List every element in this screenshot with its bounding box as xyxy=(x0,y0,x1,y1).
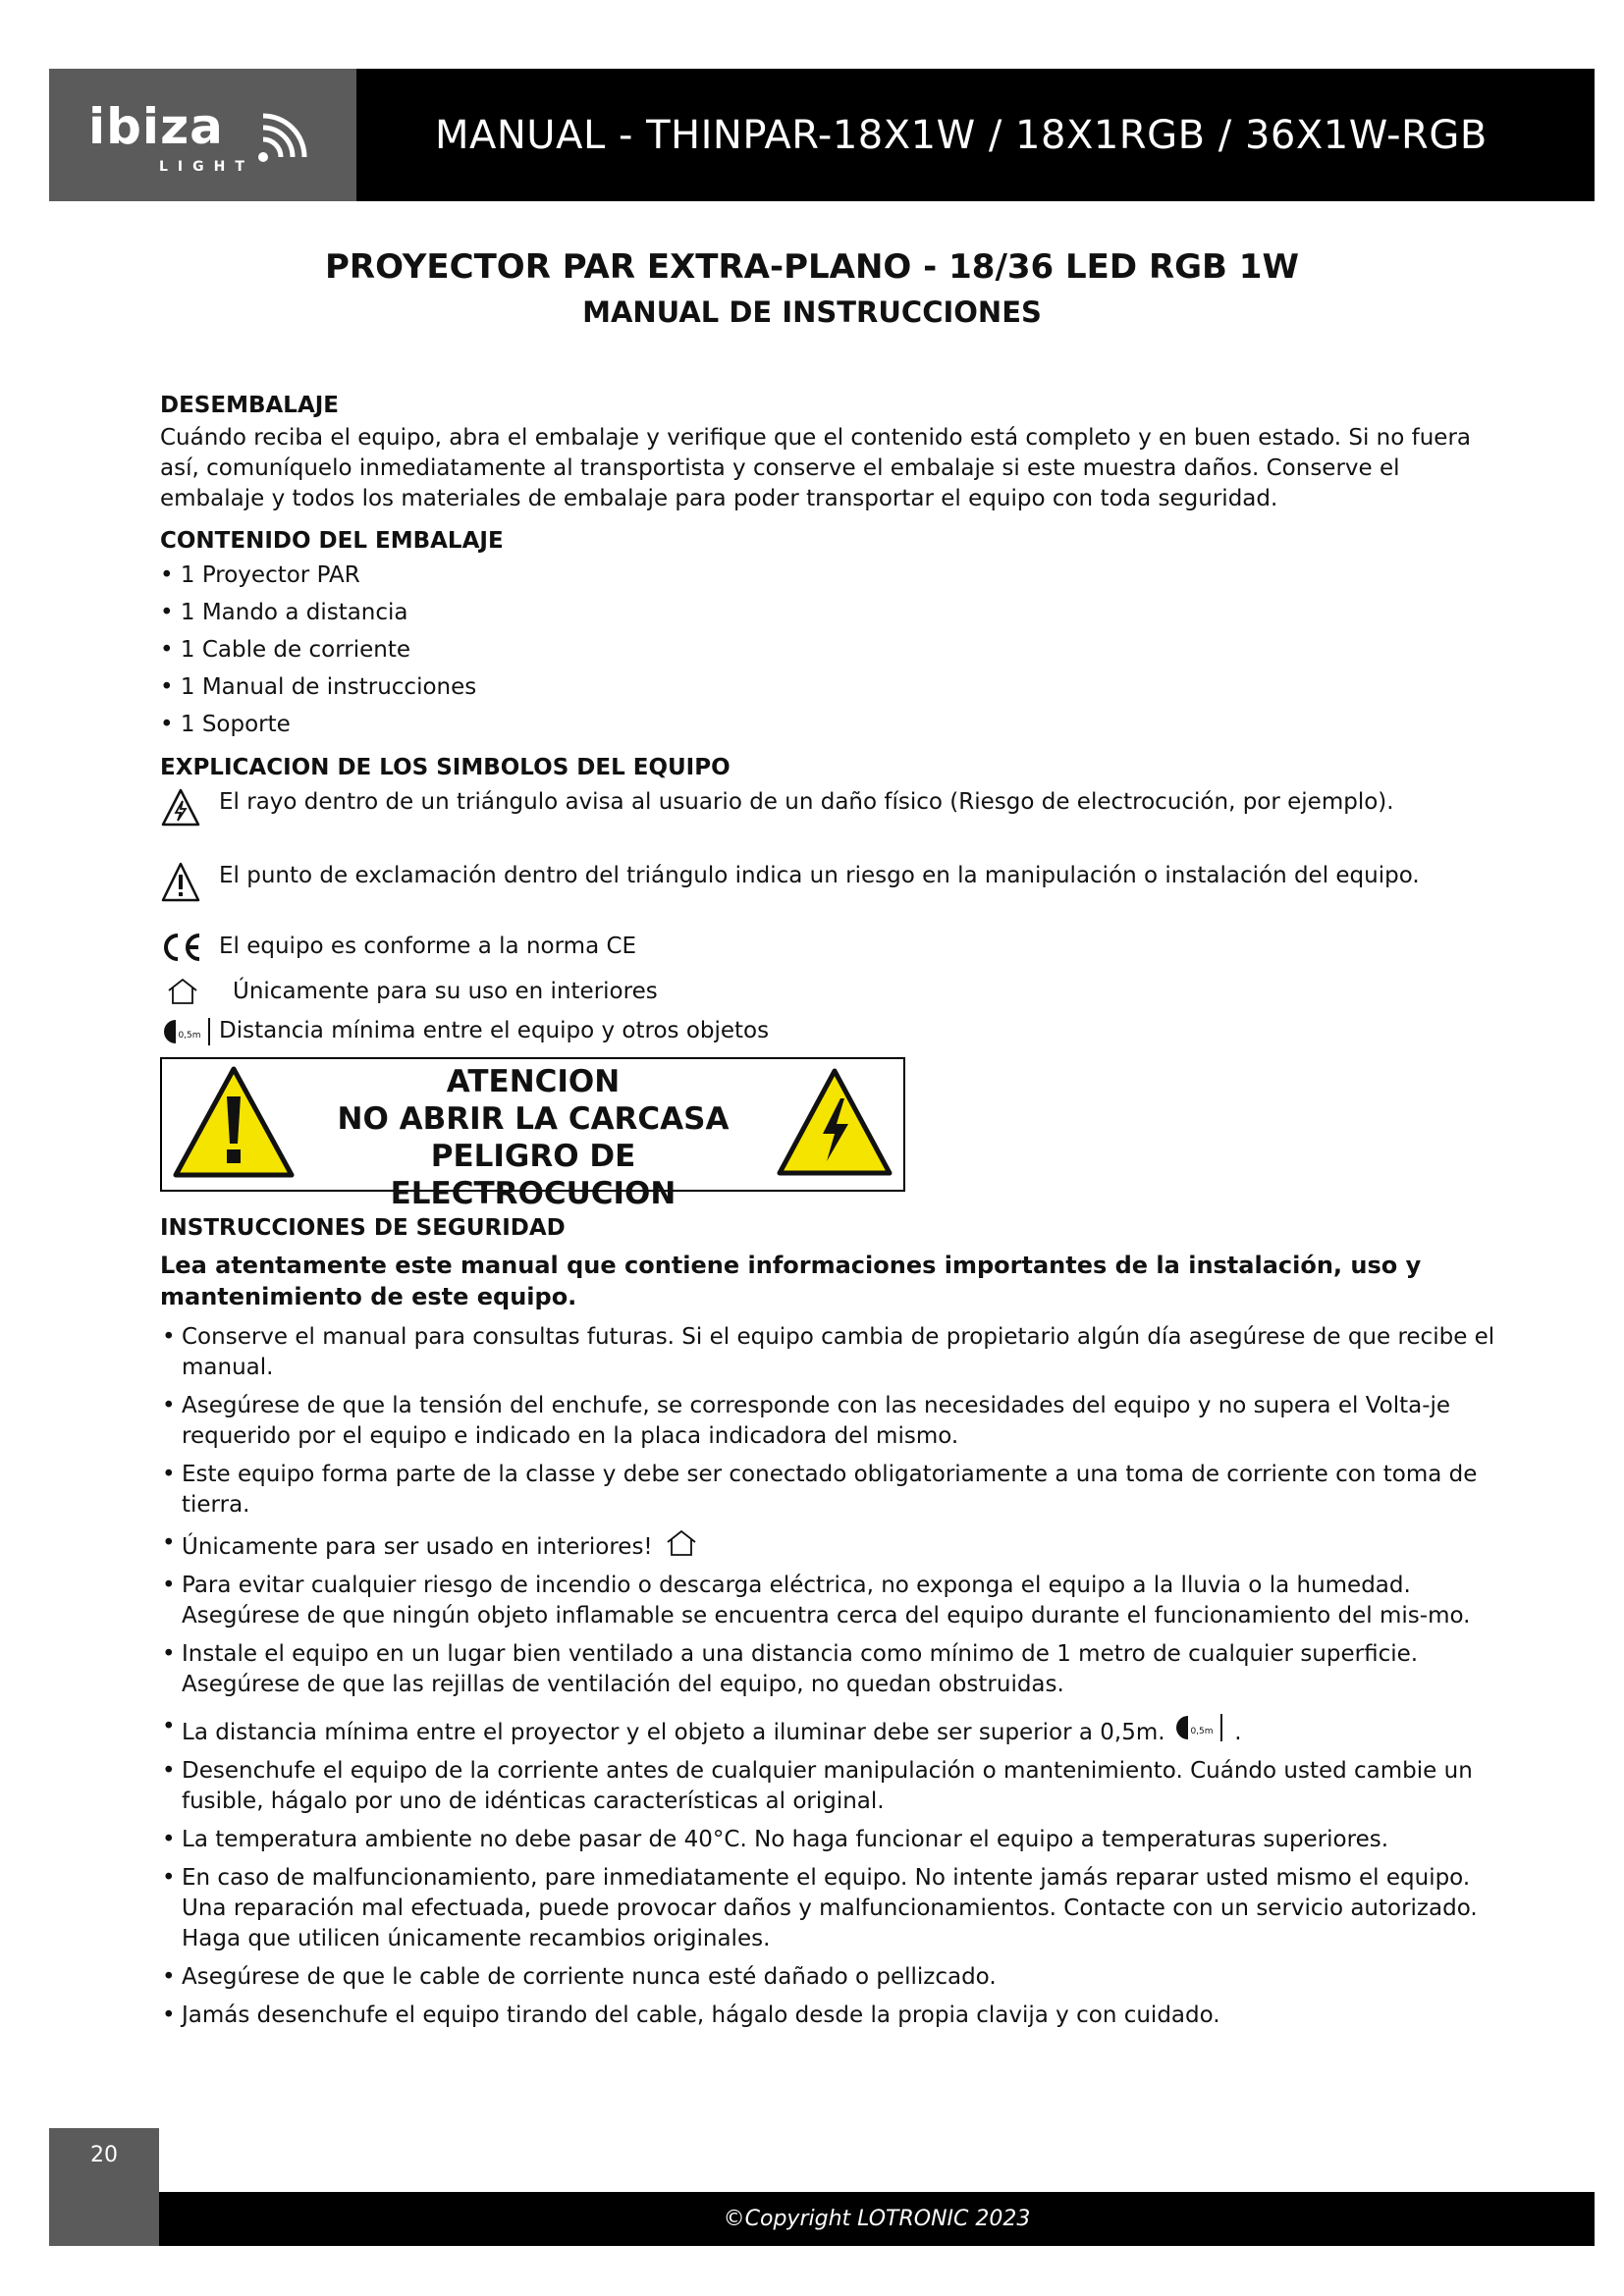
list-item: • Este equipo forma parte de la classe y debe ser conectado obligatoriamente a una toma de corriente con toma de tierra. xyxy=(160,1460,1495,1521)
min-distance-icon xyxy=(160,1016,219,1047)
list-item: • Instale el equipo en un lugar bien ventilado a una distancia como mínimo de 1 metro de cualquier superficie. Asegúrese de que las rejillas de ventilación del equipo, no quedan obstruidas. xyxy=(160,1639,1495,1700)
symbol-description: El rayo dentro de un triángulo avisa al usuario de un daño físico (Riesgo de electrocución, por ejemplo). xyxy=(219,789,1394,815)
copyright-footer: ©Copyright LOTRONIC 2023 xyxy=(159,2192,1595,2246)
symbol-row-lightning xyxy=(160,787,1495,861)
indoor-house-icon xyxy=(664,1528,699,1558)
safety-heading: INSTRUCCIONES DE SEGURIDAD xyxy=(160,1215,566,1241)
list-item: • Asegúrese de que la tensión del enchufe, se corresponde con las necesidades del equipo y no supera el Volta-je requerido por el equipo e indicado en la placa indicadora del mismo. xyxy=(160,1391,1495,1452)
safety-intro: Lea atentamente este manual que contiene informaciones importantes de la instalación, uso y mantenimiento de este equipo. xyxy=(160,1252,1422,1310)
lightning-warning-icon xyxy=(160,787,219,828)
safety-list xyxy=(160,1322,1495,2031)
list-item xyxy=(160,1712,1495,1748)
symbol-description: Distancia mínima entre el equipo y otros objetos xyxy=(219,1018,770,1043)
symbol-row-ce xyxy=(160,932,1495,977)
package-heading: CONTENIDO DEL EMBALAJE xyxy=(160,528,504,554)
unpacking-heading: DESEMBALAJE xyxy=(160,393,340,418)
list-item: • Conserve el manual para consultas futuras. Si el equipo cambia de propietario algún día asegúrese de que recibe el manual. xyxy=(160,1322,1495,1383)
list-item: • 1 Mando a distancia xyxy=(160,600,408,625)
list-item: • Desenchufe el equipo de la corriente antes de cualquier manipulación o mantenimiento. Cuándo usted cambie un fusible, hágalo por uno de idénticas características al original. xyxy=(160,1756,1495,1817)
document-subtitle: MANUAL DE INSTRUCCIONES xyxy=(582,295,1042,329)
exclamation-warning-icon xyxy=(170,1063,298,1181)
manual-header-title: MANUAL - THINPAR-18X1W / 18X1RGB / 36X1W-RGB xyxy=(356,69,1595,201)
svg-text:0,5m: 0,5m xyxy=(1190,1727,1214,1736)
symbol-row-exclamation xyxy=(160,861,1495,932)
page-header xyxy=(49,69,1595,201)
list-item: • Para evitar cualquier riesgo de incendio o descarga eléctrica, no exponga el equipo a la lluvia o la humedad. Asegúrese de que ningún objeto inflamable se encuentra cerca del equipo durante el funcionamiento del mis-mo. xyxy=(160,1571,1495,1631)
symbol-row-indoor xyxy=(160,977,1495,1016)
warning-line: PELIGRO DE ELECTROCUCION xyxy=(390,1139,677,1211)
list-item: • 1 Manual de instrucciones xyxy=(160,674,477,700)
logo-wordmark: ibiza xyxy=(88,98,224,155)
document-title: PROYECTOR PAR EXTRA-PLANO - 18/36 LED RGB 1W xyxy=(325,247,1299,287)
package-list xyxy=(160,557,1495,743)
list-item: • Asegúrese de que le cable de corriente nunca esté dañado o pellizcado. xyxy=(160,1962,1495,1993)
symbol-row-distance xyxy=(160,1016,1495,1049)
list-item: • Jamás desenchufe el equipo tirando del cable, hágalo desde la propia clavija y con cuidado. xyxy=(160,2001,1495,2031)
symbol-description: El equipo es conforme a la norma CE xyxy=(219,934,637,959)
svg-text:0,5m: 0,5m xyxy=(178,1031,201,1041)
document-body xyxy=(160,391,1495,2039)
symbol-description: Únicamente para su uso en interiores xyxy=(233,979,658,1004)
min-distance-icon xyxy=(1172,1712,1227,1743)
ce-mark-icon xyxy=(160,932,219,963)
lightning-warning-icon xyxy=(774,1065,895,1179)
warning-line: ATENCION xyxy=(446,1064,621,1099)
unpacking-text: Cuándo reciba el equipo, abra el embalaje y verifique que el contenido está completo y en buen estado. Si no fuera así, comuníquelo inmediatamente al transportista y conserve el embalaje si este muestra daños. Conserve el embalaje y todos los materiales de embalaje para poder transportar el equipo con toda seguridad. xyxy=(160,425,1472,511)
list-item: • 1 Cable de corriente xyxy=(160,637,410,663)
indoor-house-icon xyxy=(160,977,225,1006)
symbol-description: El punto de exclamación dentro del triángulo indica un riesgo en la manipulación o instalación del equipo. xyxy=(219,863,1420,888)
symbols-heading: EXPLICACION DE LOS SIMBOLOS DEL EQUIPO xyxy=(160,755,731,780)
list-item: • 1 Soporte xyxy=(160,712,291,737)
list-item: • La temperatura ambiente no debe pasar de 40°C. No haga funcionar el equipo a temperaturas superiores. xyxy=(160,1825,1495,1855)
list-item-text: Únicamente para ser usado en interiores! xyxy=(182,1534,653,1560)
exclamation-warning-icon xyxy=(160,861,219,904)
wireless-waves-icon xyxy=(255,110,314,169)
list-item: • 1 Proyector PAR xyxy=(160,562,360,588)
warning-box xyxy=(160,1057,905,1211)
warning-text xyxy=(298,1063,769,1212)
list-item: • En caso de malfuncionamiento, pare inmediatamente el equipo. No intente jamás reparar usted mismo el equipo. Una reparación mal efectuada, puede provocar daños y malfuncionamientos. Contacte con un servicio autorizado. Haga que utilicen únicamente recambios originales. xyxy=(160,1863,1495,1954)
page-number: 20 xyxy=(49,2128,159,2246)
brand-logo xyxy=(49,69,356,201)
list-item-text: La distancia mínima entre el proyector y el objeto a iluminar debe ser superior a 0,5m. xyxy=(182,1720,1165,1745)
list-item xyxy=(160,1528,1495,1563)
warning-line: NO ABRIR LA CARCASA xyxy=(337,1101,730,1137)
logo-subtitle: LIGHT xyxy=(159,159,254,175)
list-item-punctuation: . xyxy=(1234,1720,1242,1745)
